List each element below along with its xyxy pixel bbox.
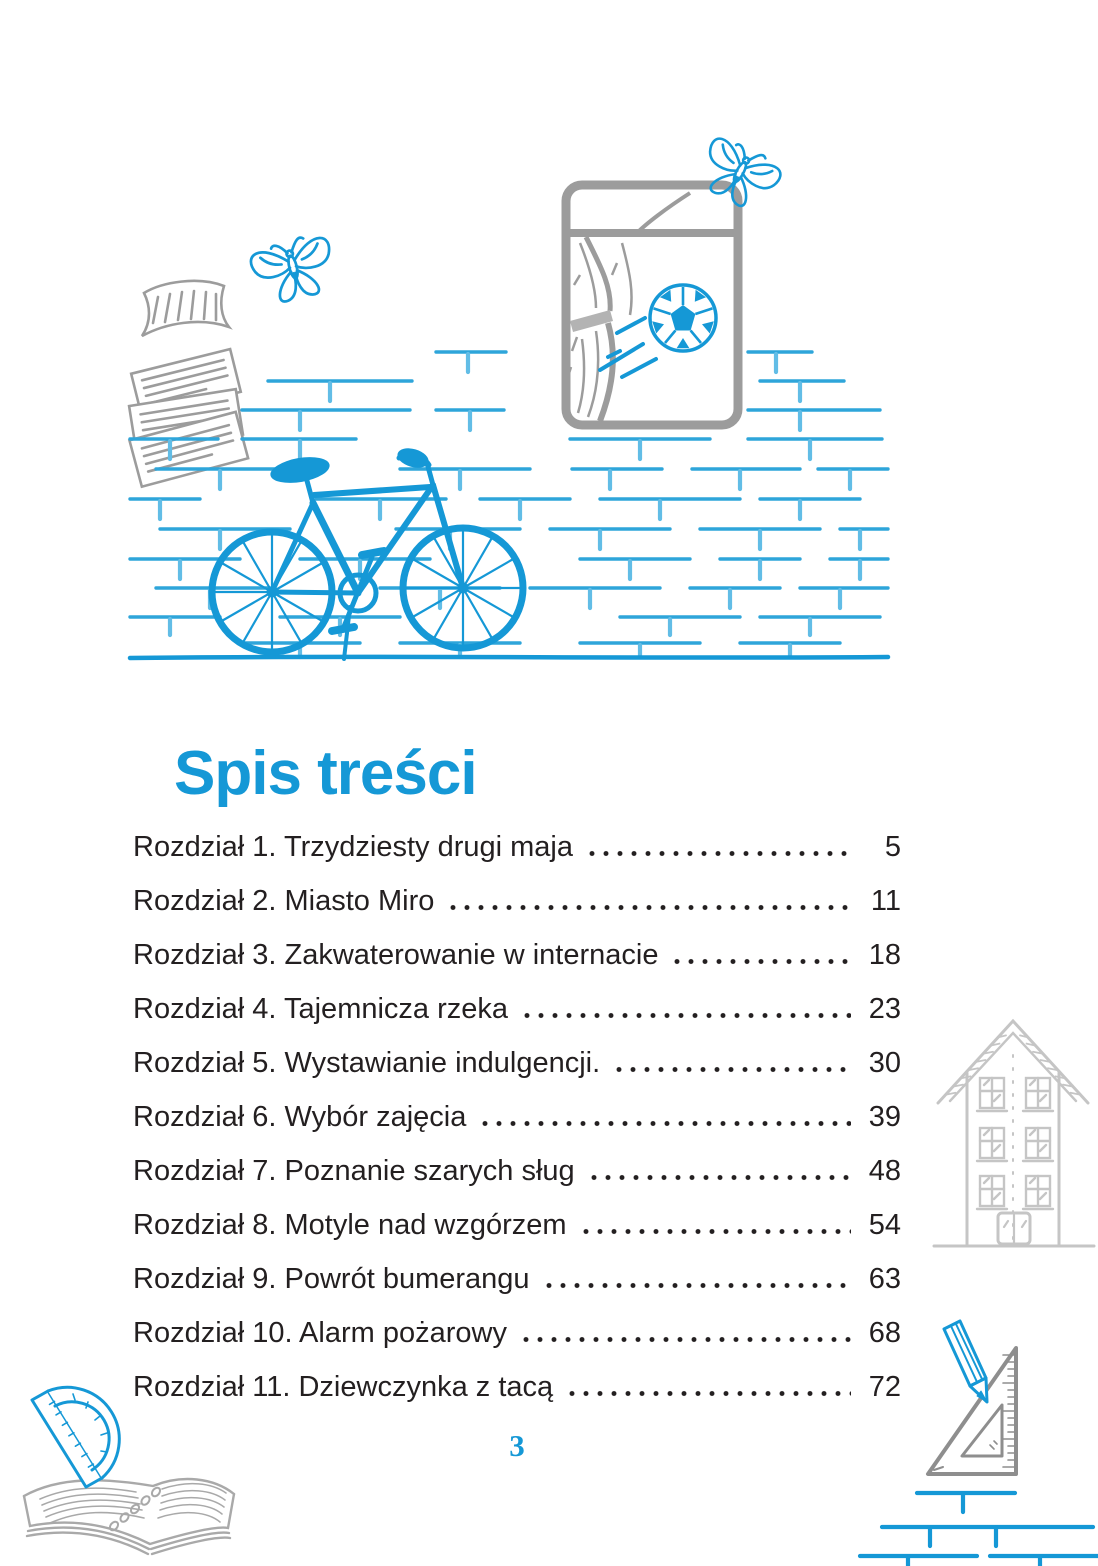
toc-entry-label: Rozdział 8. Motyle nad wzgórzem xyxy=(133,1209,567,1241)
notebook-scene xyxy=(10,1380,250,1566)
dot-leader xyxy=(577,1198,851,1252)
toc-entry-page: 63 xyxy=(868,1263,901,1295)
butterfly-icon xyxy=(248,231,339,307)
dot-leader xyxy=(444,874,851,928)
protractor-icon xyxy=(32,1387,119,1487)
notebook-icon xyxy=(24,1479,234,1554)
toc-entry-label: Rozdział 2. Miasto Miro xyxy=(133,885,435,917)
dot-leader xyxy=(517,1306,851,1360)
page-title: Spis treści xyxy=(174,738,477,808)
dot-leader xyxy=(668,928,851,982)
toc-entry-page: 48 xyxy=(868,1155,901,1187)
toc-entry-label: Rozdział 5. Wystawianie indulgencji. xyxy=(133,1047,601,1079)
brick-wall xyxy=(860,1493,1098,1566)
toc-entry xyxy=(133,1306,901,1360)
house-icon xyxy=(930,1015,1098,1260)
paper-sheet-icon xyxy=(142,281,229,336)
toc-entry-label: Rozdział 1. Trzydziesty drugi maja xyxy=(133,831,573,863)
dot-leader xyxy=(563,1360,851,1414)
toc-entry xyxy=(133,1036,901,1090)
toc-entry xyxy=(133,1144,901,1198)
drafting-tools xyxy=(850,1285,1098,1566)
toc-entry-label: Rozdział 6. Wybór zajęcia xyxy=(133,1101,467,1133)
bicycle-icon xyxy=(212,445,523,659)
toc-entry xyxy=(133,1090,901,1144)
toc-entry-label: Rozdział 10. Alarm pożarowy xyxy=(133,1317,507,1349)
dot-leader xyxy=(540,1252,851,1306)
toc-entry-page: 72 xyxy=(868,1371,901,1403)
pencil-icon xyxy=(944,1321,987,1402)
dot-leader xyxy=(585,1144,851,1198)
brick-wall xyxy=(130,352,888,657)
dot-leader xyxy=(518,982,851,1036)
toc-entry xyxy=(133,874,901,928)
toc-entry xyxy=(133,982,901,1036)
toc-entry-page: 5 xyxy=(884,831,901,863)
toc-entry-label: Rozdział 11. Dziewczynka z tacą xyxy=(133,1371,554,1403)
toc-entry xyxy=(133,820,901,874)
page-number: 3 xyxy=(509,1428,525,1463)
toc-entry xyxy=(133,1198,901,1252)
toc-entry-page: 54 xyxy=(868,1209,901,1241)
toc-entry-page: 18 xyxy=(868,939,901,971)
dot-leader xyxy=(583,820,851,874)
dot-leader xyxy=(610,1036,851,1090)
table-of-contents xyxy=(133,820,901,1414)
soccer-ball-icon xyxy=(600,285,716,377)
toc-entry-page: 11 xyxy=(870,885,901,917)
toc-entry-label: Rozdział 4. Tajemnicza rzeka xyxy=(133,993,509,1025)
ground-line xyxy=(130,657,888,658)
toc-entry-page: 30 xyxy=(868,1047,901,1079)
paper-stack-icon xyxy=(129,349,248,487)
toc-entry xyxy=(133,1252,901,1306)
toc-entry-label: Rozdział 9. Powrót bumerangu xyxy=(133,1263,530,1295)
dot-leader xyxy=(476,1090,851,1144)
toc-entry-page: 39 xyxy=(868,1101,901,1133)
toc-entry-label: Rozdział 7. Poznanie szarych sług xyxy=(133,1155,575,1187)
toc-entry-label: Rozdział 3. Zakwaterowanie w internacie xyxy=(133,939,659,971)
toc-entry xyxy=(133,928,901,982)
top-illustration-scene xyxy=(100,125,910,675)
toc-entry-page: 68 xyxy=(868,1317,901,1349)
toc-entry-page: 23 xyxy=(868,993,901,1025)
